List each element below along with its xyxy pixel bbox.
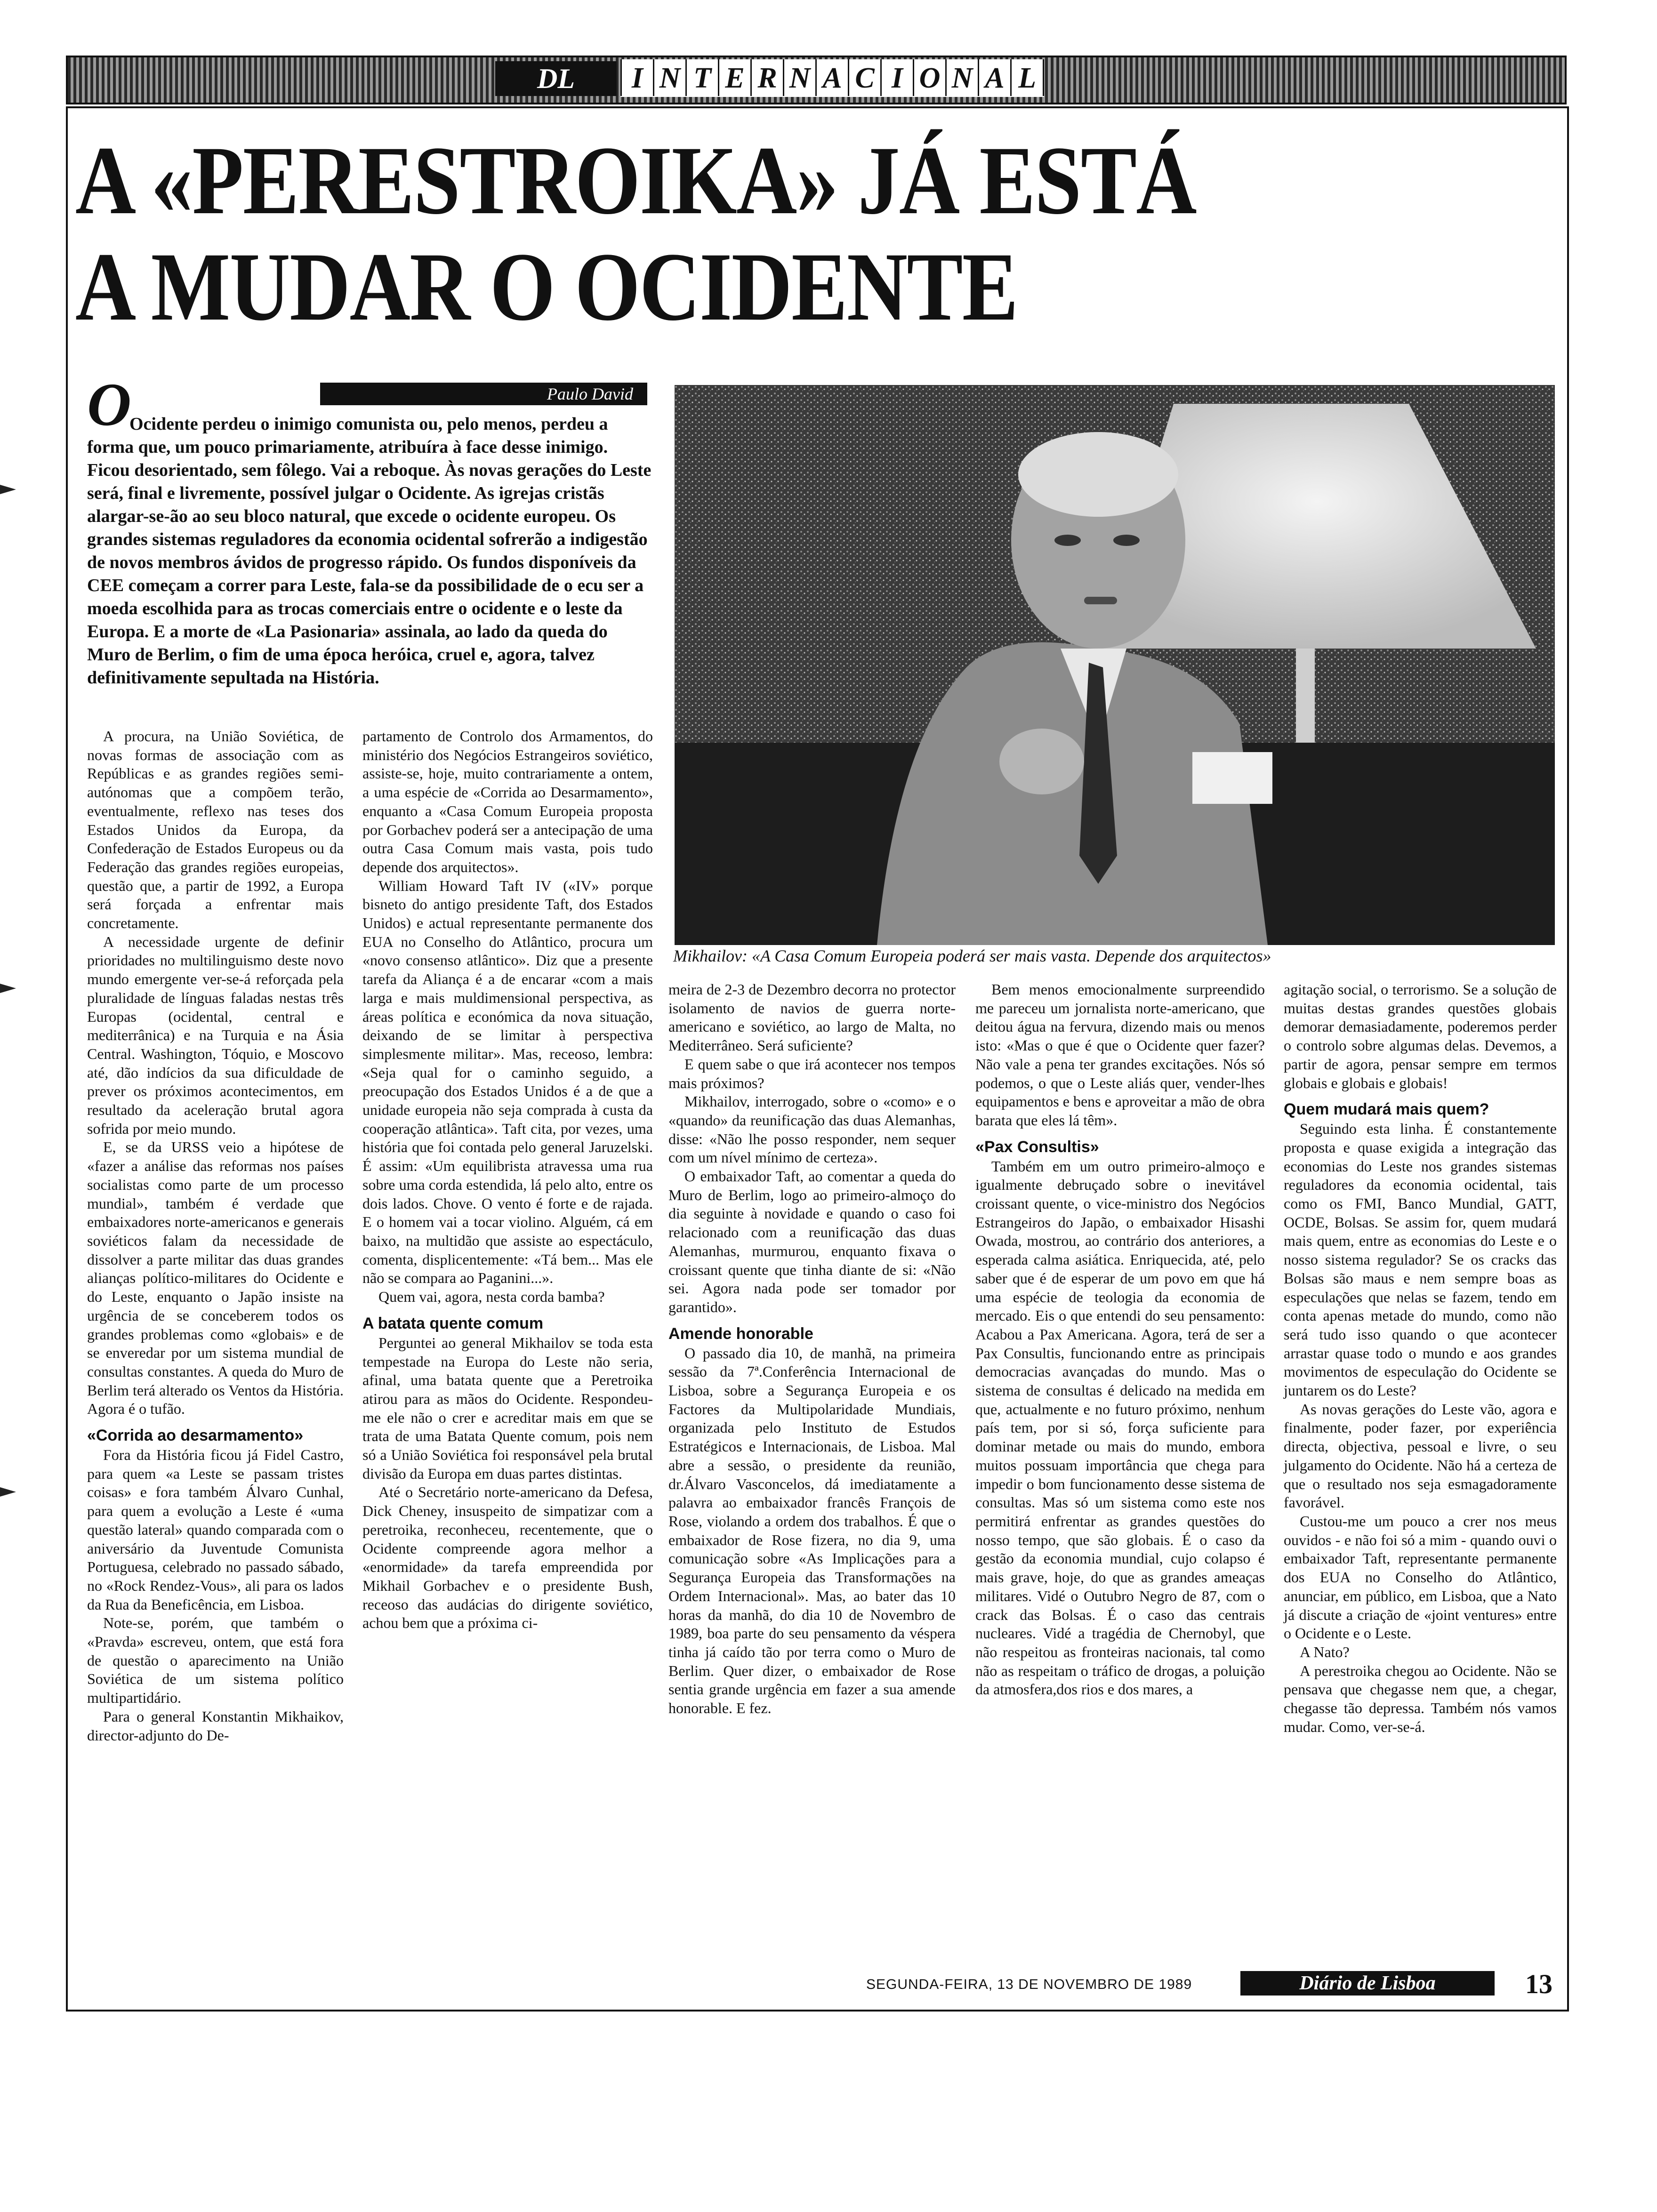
paragraph: Também em um outro primeiro-almoço e igualmente debruçado sobre o inevitável croissant quente, o vice-ministro dos Negócios Estrangeiros do Japão, o embaixador Hisashi Owada, mostrou, ao contrário dos anteriores, a esperada calma asiática. Enriquecida, até, pelo saber que é de esperar de um povo em que há uma espécie de teologia da economia de mercado. Eis o que entendi do seu pensamento: Acabou a Pax Americana. Agora, terá de ser a Pax Consultis, funcionando entre as principais democracias avançadas do mundo. Mas o sistema de consultas é delicado na medida em que, actualmente e no futuro próximo, nenhum país tem, por si só, força suficiente para dominar metade ou mais do mundo, embora muitos possuam importância que chega para impedir o bom funcionamento desse sistema de consultas. Mas só um sistema como este nos permitirá enfrentar as grandes questões do nosso tempo, que são globais. É o caso da gestão da economia mundial, cujo colapso é mais grave, hoje, do que as grandes ameaças militares. Vidé o Outubro Negro de 87, com o crack das Bolsas. É o caso das centrais nucleares. Vidé a tragédia de Chernobyl, que não respeitou as fronteiras nacionais, tal como não as respeitam o tráfico de drogas, a poluição da atmosfera,dos rios e dos mares, a [975,1157,1265,1698]
column-3 [668,980,956,1718]
paragraph: A necessidade urgente de definir prioridades no multilinguismo deste novo mundo emergente ver-se-á reforçada pela pluralidade de línguas faladas nestas três Europas (ocidental, central e mediterrânica) e na Turquia e na Ásia Central. Washington, Tóquio, e Moscovo até, dão indícios da sua dificuldade de prever os próximos acontecimentos, em resultado da aceleração brutal agora sofrida por meio mundo. [87,933,344,1137]
section-title-letter: C [848,59,880,96]
column-1 [87,727,344,1745]
lead-first-line: Ocidente perdeu o inimigo comunista ou, pelo menos, [129,414,537,434]
paragraph: Até o Secretário norte-americano da Defesa, Dick Cheney, insuspeito de simpatizar com a peretroika, reconheceu, recentemente, que o Ocidente compreende agora melhor a «enormidade» da tarefa empreendida por Mikhail Gorbachev e o presidente Bush, receoso das audácias do dirigente soviético, achou bem que a próxima ci- [362,1483,653,1632]
paragraph: partamento de Controlo dos Armamentos, do ministério dos Negócios Estrangeiros soviético, assiste-se, hoje, muito contrariamente a ontem, a uma espécie de «Corrida ao Desarmamento», enquanto a «Casa Comum Europeia proposta por Gorbachev poderá ser a antecipação de uma outra Casa Comum mais vasta, pois tudo depende dos arquitectos». [362,728,653,875]
paragraph: Custou-me um pouco a crer nos meus ouvidos - e não foi só a mim - quando ouvi o embaixador Taft, representante permanente dos EUA no Conselho do Atlântico, anunciar, em público, em Lisboa, que a Nato já discute a criação de «joint ventures» entre o Ocidente e o Leste. [1284,1512,1557,1642]
column-5 [1284,980,1557,1736]
paragraph: O embaixador Taft, ao comentar a queda do Muro de Berlim, logo ao primeiro-almoço do dia seguinte à novidade e quando o caso foi relacionado com a reunificação das duas Alemanhas, murmurou, enquanto fixava o croissant quente que tinha diante de si: «Não sei. Agora nada pode ser tomador por garantido». [668,1168,956,1315]
lead-paragraph [87,413,652,689]
headline-line-2: A MUDAR O OCIDENTE [75,232,1018,341]
photo-caption: Mikhailov: «A Casa Comum Europeia poderá ser mais vasta. Depende dos arquitectos» [673,946,1271,965]
paragraph: E quem sabe o que irá acontecer nos tempos mais próximos? [668,1055,956,1091]
photo-portrait-illustration [675,385,1555,945]
byline: Paulo David [320,383,647,405]
section-title [620,59,1044,97]
paragraph: agitação social, o terrorismo. Se a solução de muitas destas grandes questões globais demorar demasiadamente, poderemos perder o controlo sobre algumas delas. Devemos, a partir de agora, pensar sempre em termos globais e globais e globais! [1284,981,1557,1091]
paragraph: Perguntei ao general Mikhailov se toda esta tempestade na Europa do Leste não seria, afinal, uma batata quente que a Peretroika atirou para as mãos do Ocidente. Respondeu-me ele não o crer e acreditar mais em que se trata de uma Batata Quente comum, pois nem só a União Soviética foi responsável pela brutal divisão da Europa em duas partes distintas. [362,1334,653,1482]
section-title-letter: A [978,59,1010,96]
section-title-letter: R [750,59,783,96]
paragraph: Para o general Konstantin Mikhaikov, director-adjunto do De- [87,1707,344,1744]
margin-arrow-icon [0,485,16,494]
paragraph: A procura, na União Soviética, de novas formas de associação com as Repúblicas e as grandes regiões semi-autónomas que a compõem terão, eventualmente, reflexo nas teses dos Estados Unidos da Europa, da Confederação de Estados Europeus ou da Federação das grandes regiões europeias, questão que, a partir de 1992, a Europa será forçada a enfrentar mais concretamente. [87,728,344,932]
subheading: «Pax Consultis» [975,1138,1099,1156]
margin-arrow-icon [0,984,16,993]
drop-cap: O [87,371,131,439]
section-title-letter: N [783,59,815,96]
newspaper-logo: DL [495,61,617,96]
paragraph: A Nato? [1300,1643,1350,1660]
subheading: A batata quente comum [362,1314,544,1332]
section-title-letter: N [945,59,978,96]
subheading: Amende honorable [668,1324,813,1343]
paragraph: O passado dia 10, de manhã, na primeira sessão da 7ª.Conferência Internacional de Lisboa, sobre a Segurança Europeia e os Factores da Multipolaridade Mundiais, organizada pelo Instituto de Estudos Estratégicos e Internacionais, de Lisboa. Mal abre a sessão, o presidente da reunião, dr.Álvaro Vasconcelos, dá imediatamente a palavra ao embaixador francês François de Rose, violando a ordem dos trabalhos. É que o embaixador de Rose fizera, no dia 9, uma comunicação sobre «As Implicações para a Segurança Europeia das Transformações na Ordem Internacional». Mas, ao bater das 10 horas da manhã, do dia 10 de Novembro de 1989, boa parte do seu pensamento da véspera tinha já caído tão por terra como o Muro de Berlim. Quer dizer, o embaixador de Rose sentia grande urgência em fazer a sua amende honorable. E fez. [668,1344,956,1717]
margin-arrow-icon [0,1487,16,1497]
paragraph: E, se da URSS veio a hipótese de «fazer a análise das reformas nos países socialistas como parte de um processo mundial», também é verdade que embaixadores norte-americanos e generais soviéticos falam da necessidade de dissolver a parte militar das duas grandes alianças político-militares do Ocidente e do Leste, enquanto o Japão insiste na urgência de se conceberem todos os grandes problemas como «globais» e de se enveredar por um sistema mundial de consultas constantes. A queda do Muro de Berlim terá alterado os Ventos da História. Agora é o tufão. [87,1138,344,1418]
subheading: «Corrida ao desarmamento» [87,1427,304,1445]
paragraph: meira de 2-3 de Dezembro decorra no protector isolamento de navios de guerra norte-americano e soviético, ao largo de Malta, no Mediterrâneo. Será suficiente? [668,981,956,1054]
headline [75,127,1290,340]
column-4 [975,980,1265,1699]
page-number: 13 [1525,1969,1552,1999]
photo-mikhailov [675,385,1555,945]
paragraph: Seguindo esta linha. É constantemente proposta e quase exigida a integração das economias do Leste nos grandes sistemas reguladores da economia ocidental, tais como os FMI, Banco Mundial, GATT, OCDE, Bolsas. Se assim for, quem mudará mais quem, entre as economias do Leste e o nosso sistema regulador? Se os cracks das Bolsas são maus e nem sempre boas as especulações que nelas se fazem, tendo em conta apenas metade do mundo, como não será tudo isso quando o que acontecer arrastar quase todo o mundo e aos grandes movimentos de especulação do Ocidente se juntarem os do Leste? [1284,1120,1557,1399]
section-title-letter: E [718,59,750,96]
section-title-letter: I [880,59,913,96]
paragraph: Mikhailov, interrogado, sobre o «como» e o «quando» da reunificação das duas Alemanhas, disse: «Não lhe posso responder, nem sequer com um nível mínimo de certeza». [668,1093,956,1166]
publication-date: SEGUNDA-FEIRA, 13 DE NOVEMBRO DE 1989 [866,1977,1192,1992]
paragraph: Note-se, porém, que também o «Pravda» escreveu, ontem, que está fora de questão o aparecimento na União Soviética de um sistema político multipartidário. [87,1614,344,1707]
column-2 [362,727,653,1633]
section-title-letter: N [653,59,685,96]
section-title-letter: T [685,59,718,96]
paragraph: William Howard Taft IV («IV» porque bisneto do antigo presidente Taft, dos Estados Unidos) e actual representante permanente dos EUA no Conselho do Atlântico, procura um «novo consenso atlântico». Diz que a presente tarefa da Aliança é a de encarar «com a mais larga e mais muldimensional perspectiva, as áreas política e económica da nova situação, deixando de se limitar à perspectiva simplesmente militar». Mas, receoso, lembra: «Seja qual for o caminho seguido, a preocupação dos Estados Unidos é a de que a unidade europeia não seja comprada à custa da cooperação atlântica». Taft cita, por vezes, uma história que foi contada pelo general Jaruzelski. É assim: «Um equilibrista atravessa uma rua sobre uma corda estendida, lá pelo alto, entre os dois lados. Chove. O vento é forte e de rajada. E o homem vai a tocar violino. Alguém, cá em baixo, na multidão que assiste ao espectáculo, comenta, displicentemente: «Tá bem... Mas ele não se compara ao Paganini...». [362,877,653,1287]
paragraph: Bem menos emocionalmente surpreendido me pareceu um jornalista norte-americano, que deitou água na fervura, dizendo mais ou menos isto: «Mas o que é que o Ocidente quer fazer? Não vale a pena ter grandes excitações. Nós só podemos, o que o Leste aliás quer, vender-lhes equipamentos e bens e aproveitar a mão de obra barata que eles lá têm». [975,981,1265,1129]
masthead-logo: Diário de Lisboa [1240,1971,1495,1996]
section-title-letter: I [620,59,653,96]
subheading: Quem mudará mais quem? [1284,1100,1489,1119]
section-title-letter: O [913,59,945,96]
paragraph: Fora da História ficou já Fidel Castro, para quem «a Leste se passam tristes coisas» e fora também Álvaro Cunhal, para quem a evolução a Leste é «uma questão lateral» quando comparada com o aniversário da Juventude Comunista Portuguesa, celebrado no passado sábado, no «Rock Rendez-Vous», ali para os lados da Rua da Beneficência, em Lisboa. [87,1446,344,1613]
section-title-letter: A [815,59,848,96]
paragraph: Quem vai, agora, nesta corda bamba? [378,1288,605,1306]
section-title-letter: L [1010,59,1044,96]
paragraph: As novas gerações do Leste vão, agora e finalmente, poder fazer, por experiência directa, objectiva, pessoal e livre, o seu julgamento do Ocidente. Não há a certeza de que o resultado nos seja esmagadoramente favorável. [1284,1400,1557,1511]
paragraph: A perestroika chegou ao Ocidente. Não se pensava que chegasse nem que, a chegar, chegasse tão depressa. Também nós vamos mudar. Como, ver-se-á. [1284,1662,1557,1735]
lead-body: perdeu a forma que, um pouco primariamente, atribuíra à face desse inimigo. Ficou desorientado, sem fôlego. Vai a reboque. Às novas gerações do Leste será, final e livremente, possível julgar o Ocidente. As igrejas cristãs alargar-se-ão ao seu bloco natural, que excede o ocidente europeu. Os grandes sistemas reguladores da economia ocidental sofrerão a indigestão de novos membros ávidos de progresso rápido. Os fundos disponíveis da CEE começam a correr para Leste, fala-se da possibilidade de o ecu ser a moeda escolhida para as trocas comerciais entre o ocidente e o leste da Europa. E a morte de «La Pasionaria» assinala, ao lado da queda do Muro de Berlim, o fim de uma época heróica, cruel e, agora, talvez definitivamente sepultada na História. [87,414,652,688]
headline-line-1: A «PERESTROIKA» JÁ ESTÁ [75,126,1196,234]
